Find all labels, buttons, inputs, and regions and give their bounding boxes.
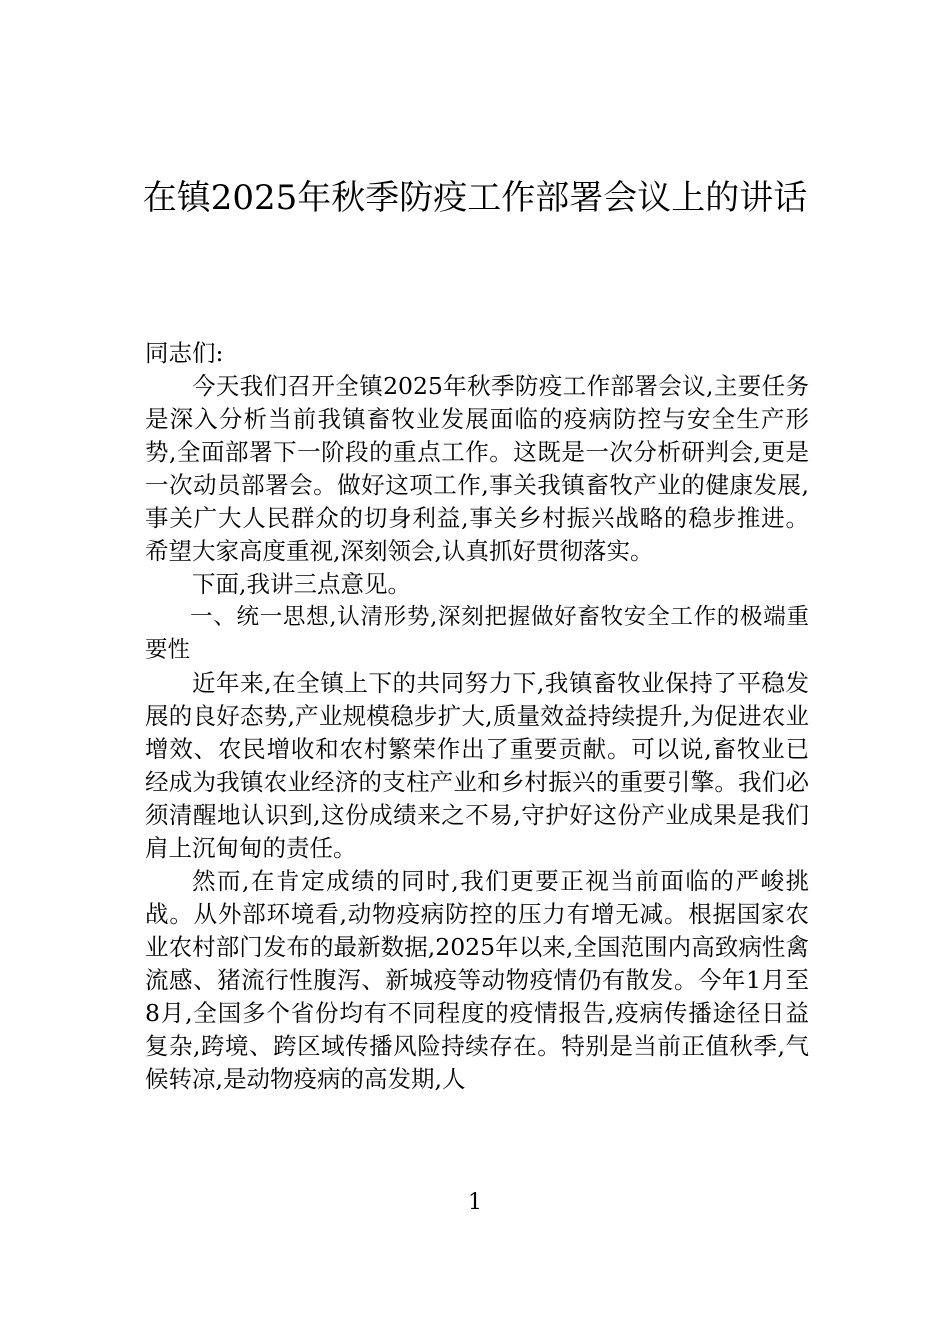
paragraph-intro: 今天我们召开全镇2025年秋季防疫工作部署会议,主要任务是深入分析当前我镇畜牧业发展面临的疫病防控与安全生产形势,全面部署下一阶段的重点工作。这既是一次分析研判会,更是一次动员部署会。做好这项工作,事关我镇畜牧产业的健康发展,事关广大人民群众的切身利益,事关乡村振兴战略的稳步推进。希望大家高度重视,深刻领会,认真抓好贯彻落实。	[145, 372, 809, 565]
paragraph-challenges: 然而,在肯定成绩的同时,我们更要正视当前面临的严峻挑战。从外部环境看,动物疫病防控的压力有增无减。根据国家农业农村部门发布的最新数据,2025年以来,全国范围内高致病性禽流感、猪流行性腹泻、新城疫等动物疫情仍有散发。今年1月至8月,全国多个省份均有不同程度的疫情报告,疫病传播途径日益复杂,跨境、跨区域传播风险持续存在。特别是当前正值秋季,气候转凉,是动物疫病的高发期,人	[145, 867, 809, 1093]
document-title: 在镇2025年秋季防疫工作部署会议上的讲话	[142, 178, 808, 218]
document-body	[145, 337, 809, 1096]
paragraph-outline: 下面,我讲三点意见。	[192, 570, 411, 598]
salutation: 同志们:	[145, 339, 224, 367]
page-number: 1	[468, 1190, 482, 1215]
section-heading-one: 一、统一思想,认清形势,深刻把握做好畜牧安全工作的极端重要性	[145, 604, 809, 663]
paragraph-achievements: 近年来,在全镇上下的共同努力下,我镇畜牧业保持了平稳发展的良好态势,产业规模稳步扩大,质量效益持续提升,为促进农业增效、农民增收和农村繁荣作出了重要贡献。可以说,畜牧业已经成为我镇农业经济的支柱产业和乡村振兴的重要引擎。我们必须清醒地认识到,这份成绩来之不易,守护好这份产业成果是我们肩上沉甸甸的责任。	[145, 669, 809, 862]
